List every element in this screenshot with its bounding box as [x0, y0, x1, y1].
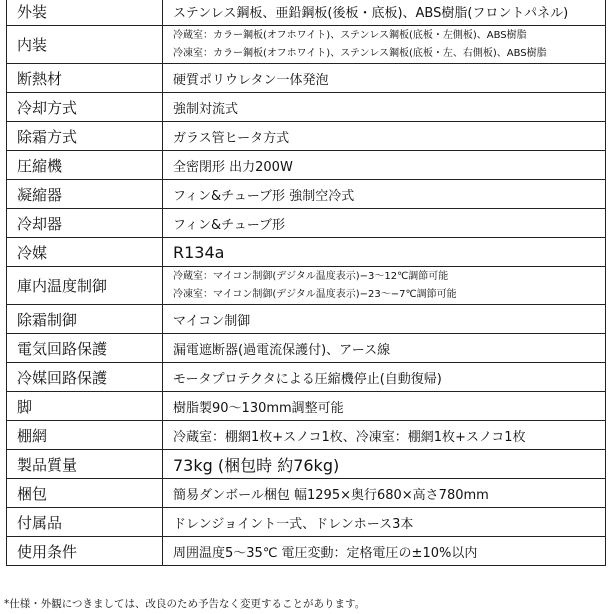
spec-value: ガラス管ヒータ方式	[163, 122, 606, 151]
footnote: *仕様・外観につきましては、改良のため予告なく変更することがあります。	[4, 598, 366, 610]
spec-row-operating-conditions	[7, 537, 606, 566]
spec-table	[6, 0, 606, 566]
spec-label: 脚	[7, 392, 163, 421]
spec-value: 73kg (梱包時 約76kg)	[163, 450, 606, 479]
spec-label: 電気回路保護	[7, 334, 163, 363]
spec-row-evaporator	[7, 209, 606, 238]
spec-row-defrost-control	[7, 305, 606, 334]
spec-value: 全密閉形 出力200W	[163, 151, 606, 180]
spec-value: フィン&チューブ形 強制空冷式	[163, 180, 606, 209]
spec-value: マイコン制御	[163, 305, 606, 334]
spec-value: ステンレス鋼板、亜鉛鋼板(後板・底板)、ABS樹脂(フロントパネル)	[163, 0, 606, 26]
spec-value-line-refrigerator: 冷蔵室：カラー鋼板(オフホワイト)、ステンレス鋼板(底板・左側板)、ABS樹脂	[173, 29, 527, 41]
spec-row-insulation	[7, 64, 606, 93]
spec-row-refrigerant	[7, 238, 606, 267]
spec-label: 製品質量	[7, 450, 163, 479]
spec-label: 断熱材	[7, 64, 163, 93]
spec-row-accessories	[7, 508, 606, 537]
spec-value: R134a	[163, 238, 606, 267]
spec-label: 冷媒	[7, 238, 163, 267]
spec-value: 硬質ポリウレタン一体発泡	[163, 64, 606, 93]
spec-value: フィン&チューブ形	[163, 209, 606, 238]
spec-label: 外装	[7, 0, 163, 26]
spec-value-line-refrigerator: 冷蔵室：マイコン制御(デジタル温度表示)−3〜12℃調節可能	[173, 270, 449, 282]
spec-label: 冷却方式	[7, 93, 163, 122]
spec-value: 簡易ダンボール梱包 幅1295×奥行680×高さ780mm	[163, 479, 606, 508]
spec-label: 使用条件	[7, 537, 163, 566]
spec-row-condenser	[7, 180, 606, 209]
spec-row-legs	[7, 392, 606, 421]
spec-row-shelves	[7, 421, 606, 450]
spec-value: 冷蔵室：棚網1枚+スノコ1枚、冷凍室：棚網1枚+スノコ1枚	[163, 421, 606, 450]
spec-value-line-freezer: 冷凍室：マイコン制御(デジタル温度表示)−23〜−7℃調節可能	[173, 288, 457, 300]
spec-label: 棚網	[7, 421, 163, 450]
spec-row-electrical-protection	[7, 334, 606, 363]
spec-label: 内装	[7, 26, 163, 64]
spec-value: 樹脂製90〜130mm調整可能	[163, 392, 606, 421]
spec-value-line-freezer: 冷凍室：カラー鋼板(オフホワイト)、ステンレス鋼板(底板・左、右側板)、ABS樹脂	[173, 47, 547, 59]
spec-label: 庫内温度制御	[7, 267, 163, 305]
spec-label: 除霜制御	[7, 305, 163, 334]
spec-value	[163, 26, 606, 64]
spec-value: ドレンジョイント一式、ドレンホース3本	[163, 508, 606, 537]
spec-label: 凝縮器	[7, 180, 163, 209]
spec-row-compressor	[7, 151, 606, 180]
spec-value: 漏電遮断器(過電流保護付)、アース線	[163, 334, 606, 363]
spec-row-interior	[7, 26, 606, 64]
spec-row-refrigerant-protection	[7, 363, 606, 392]
spec-label: 冷媒回路保護	[7, 363, 163, 392]
spec-value: 周囲温度5〜35℃ 電圧変動：定格電圧の±10%以内	[163, 537, 606, 566]
spec-row-defrost-method	[7, 122, 606, 151]
spec-row-exterior	[7, 0, 606, 26]
spec-row-weight	[7, 450, 606, 479]
spec-label: 付属品	[7, 508, 163, 537]
spec-value	[163, 267, 606, 305]
spec-label: 冷却器	[7, 209, 163, 238]
spec-row-packaging	[7, 479, 606, 508]
spec-row-cooling-method	[7, 93, 606, 122]
spec-value: 強制対流式	[163, 93, 606, 122]
spec-row-temperature-control	[7, 267, 606, 305]
spec-label: 圧縮機	[7, 151, 163, 180]
spec-label: 梱包	[7, 479, 163, 508]
spec-value: モータプロテクタによる圧縮機停止(自動復帰)	[163, 363, 606, 392]
spec-label: 除霜方式	[7, 122, 163, 151]
